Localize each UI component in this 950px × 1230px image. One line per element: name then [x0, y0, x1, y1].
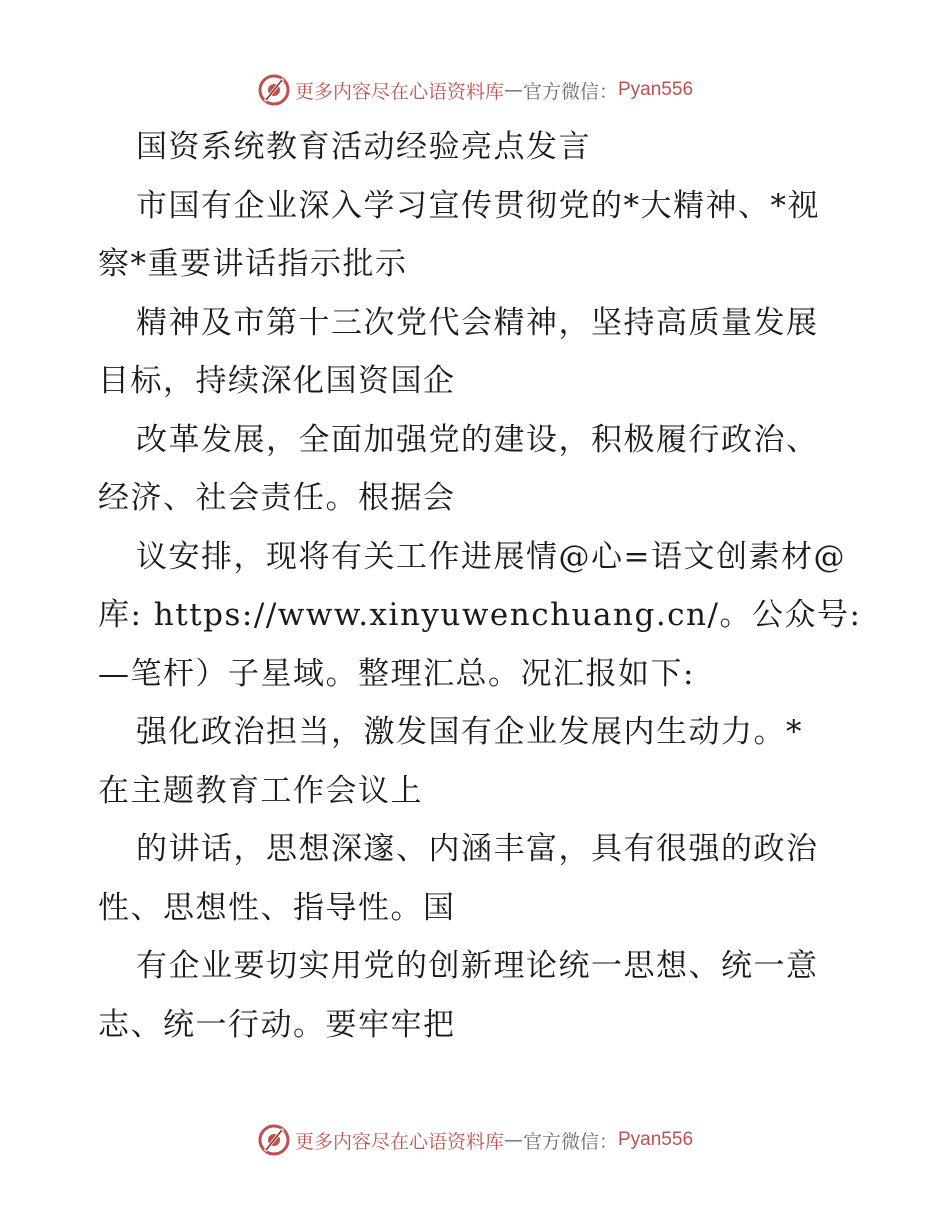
text-line: 议安排，现将有关工作进展情@心=语文创素材@: [136, 538, 846, 575]
logo-icon: [257, 1123, 291, 1157]
banner-separator: —: [503, 1129, 523, 1151]
banner-suffix: 官方微信：: [522, 1130, 618, 1153]
logo-icon: [257, 73, 291, 107]
banner-account: Pyan556: [618, 79, 694, 100]
banner-suffix: 官方微信：: [522, 80, 618, 103]
text-line: 志、统一行动。要牢牢把: [98, 1006, 456, 1043]
text-line: 国资系统教育活动经验亮点发言: [136, 129, 591, 165]
text-line: 有企业要切实用党的创新理论统一思想、统一意: [136, 948, 819, 984]
text-line: 强化政治担当，激发国有企业发展内生动力。*: [136, 714, 803, 750]
text-line: 性、思想性、指导性。国: [98, 889, 456, 926]
banner-text: 更多内容尽在心语资料库: [294, 1130, 504, 1153]
header-watermark: [0, 70, 950, 110]
text-line: 察*重要讲话指示批示: [98, 246, 408, 282]
footer-watermark: [0, 1120, 950, 1160]
banner-text: 更多内容尽在心语资料库: [294, 80, 504, 103]
text-line: 精神及市第十三次党代会精神，坚持高质量发展: [136, 304, 819, 341]
banner-account: Pyan556: [618, 1129, 694, 1150]
text-line: 改革发展，全面加强党的建设，积极履行政治、: [136, 421, 819, 458]
text-line: 目标，持续深化国资国企: [98, 363, 456, 399]
banner-separator: —: [503, 79, 523, 101]
text-line: 经济、社会责任。根据会: [98, 480, 456, 516]
text-line: —笔杆）子星域。整理汇总。况汇报如下:: [98, 655, 695, 692]
document-body: [98, 118, 868, 1054]
text-line: 市国有企业深入学习宣传贯彻党的*大精神、*视: [136, 187, 820, 224]
text-line: 库: https://www.xinyuwenchuang.cn/。公众号:: [98, 597, 862, 633]
text-line: 在主题教育工作会议上: [98, 772, 423, 809]
text-line: 的讲话，思想深邃、内涵丰富，具有很强的政治: [136, 831, 819, 867]
